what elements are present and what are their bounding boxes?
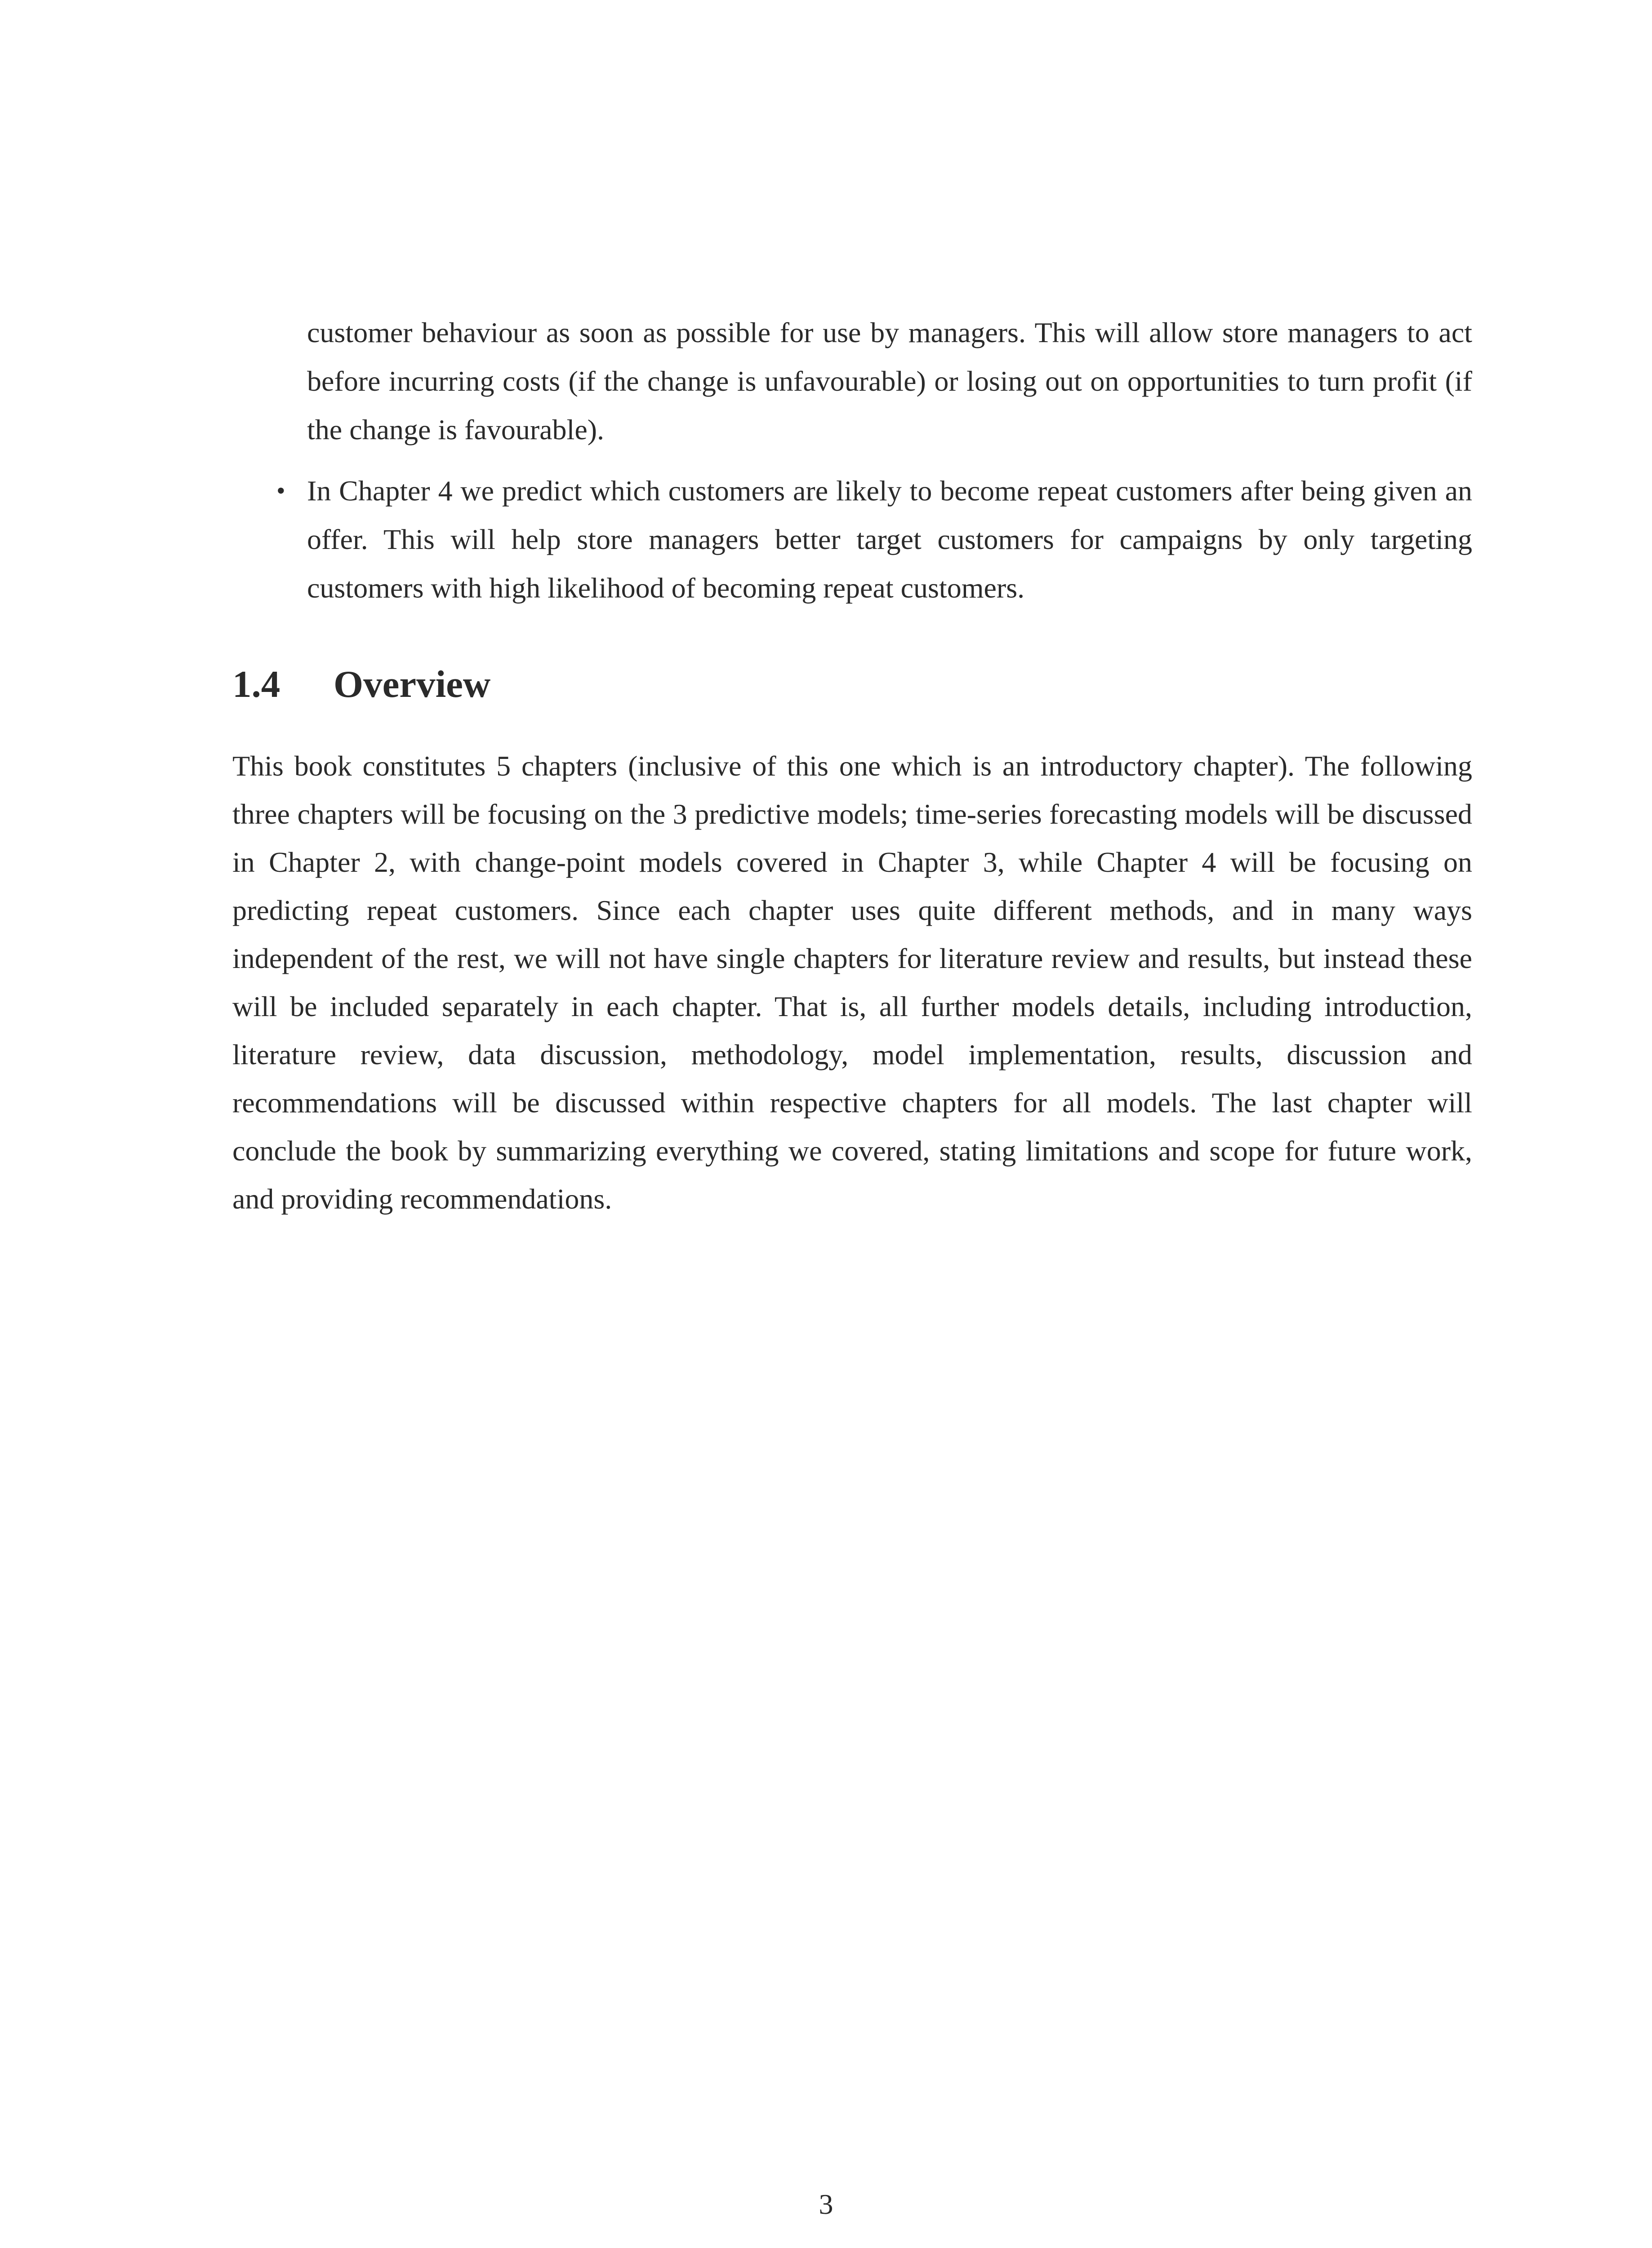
section-heading xyxy=(232,657,1491,711)
section-title: Overview xyxy=(334,663,491,705)
bullet-marker: • xyxy=(276,477,285,505)
bullet-item-chapter-4 xyxy=(258,467,1472,612)
bullet-item-continuation xyxy=(258,308,1472,454)
bullet-list xyxy=(258,308,1472,612)
page-number: 3 xyxy=(819,2188,833,2220)
section-number: 1.4 xyxy=(232,663,281,705)
bullet-continuation-text: customer behaviour as soon as possible for use by managers. This will allow store managers to act before incurring costs (if the change is unfavourable) or losing out on opportunities to turn profit (if the change is favourable). xyxy=(307,317,1472,446)
overview-paragraph: This book constitutes 5 chapters (inclusive of this one which is an introductory chapter). The following three chapters will be focusing on the 3 predictive models; time-series forecasting models will be discussed in Chapter 2, with change-point models covered in Chapter 3, while Chapter 4 will be focusing on predicting repeat customers. Since each chapter uses quite different methods, and in many ways independent of the rest, we will not have single chapters for literature review and results, but instead these will be included separately in each chapter. That is, all further models details, including introduction, literature review, data discussion, methodology, model implementation, results, discussion and recommendations will be discussed within respective chapters for all models. The last chapter will conclude the book by summarizing everything we covered, stating limitations and scope for future work, and providing recommendations. xyxy=(232,750,1472,1215)
bullet-item-text: In Chapter 4 we predict which customers are likely to become repeat customers after being given an offer. This will help store managers better target customers for campaigns by only targeting customers with high likelihood of becoming repeat customers. xyxy=(307,475,1472,604)
